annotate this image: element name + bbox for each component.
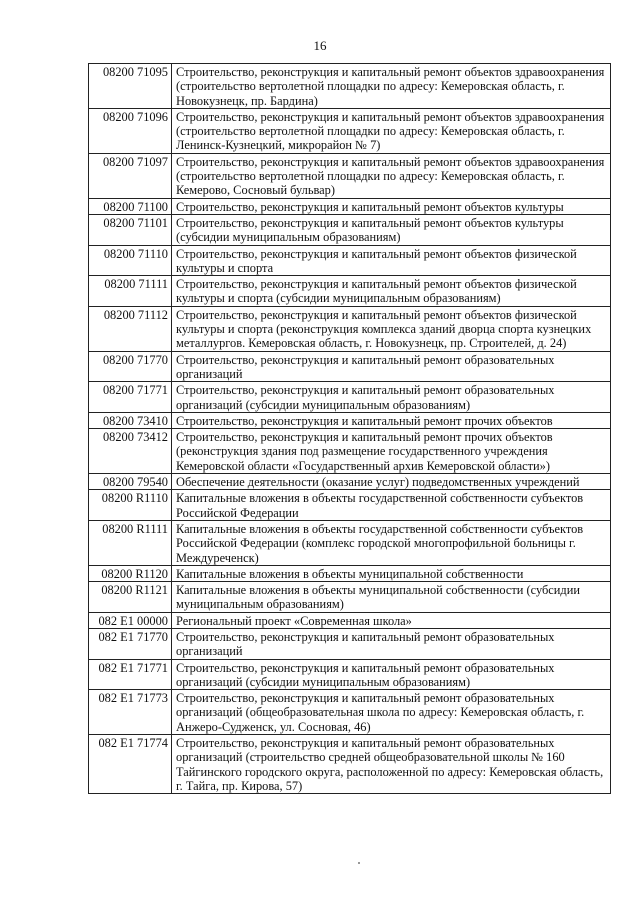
code-cell: 08200 R1121: [89, 582, 172, 613]
description-cell: Строительство, реконструкция и капитальный ремонт образовательных организаций: [172, 351, 611, 382]
description-cell: Капитальные вложения в объекты государственной собственности субъектов Российской Федерации: [172, 490, 611, 521]
code-cell: 08200 71096: [89, 108, 172, 153]
description-cell: Строительство, реконструкция и капитальный ремонт объектов физической культуры и спорта: [172, 245, 611, 276]
code-cell: 08200 71110: [89, 245, 172, 276]
code-cell: 082 E1 71774: [89, 735, 172, 794]
code-cell: 082 E1 71771: [89, 659, 172, 690]
table-row: [89, 276, 611, 307]
table-row: [89, 612, 611, 628]
table-row: [89, 565, 611, 581]
table-row: [89, 306, 611, 351]
code-cell: 08200 R1120: [89, 565, 172, 581]
table-row: [89, 659, 611, 690]
description-cell: Строительство, реконструкция и капитальный ремонт образовательных организаций (субсидии муниципальным образованиям): [172, 659, 611, 690]
code-cell: 08200 71097: [89, 153, 172, 198]
description-cell: Строительство, реконструкция и капитальный ремонт образовательных организаций (строительство средней общеобразовательной школы № 160 Тайгинского городского округа, расположенной по адресу: Кемеровская область, г. Тайга, пр. Кирова, 57): [172, 735, 611, 794]
code-cell: 08200 79540: [89, 474, 172, 490]
table-row: [89, 64, 611, 109]
description-cell: Строительство, реконструкция и капитальный ремонт объектов физической культуры и спорта (реконструкция комплекса зданий дворца спорта кузнецких металлургов. Кемеровская область, г. Новокузнецк, пр. Строителей, д. 24): [172, 306, 611, 351]
code-cell: 08200 R1110: [89, 490, 172, 521]
description-cell: Строительство, реконструкция и капитальный ремонт объектов здравоохранения (строительство вертолетной площадки по адресу: Кемеровская область, г. Ленинск-Кузнецкий, микрорайон № 7): [172, 108, 611, 153]
table-row: [89, 429, 611, 474]
code-cell: 08200 73412: [89, 429, 172, 474]
description-cell: Строительство, реконструкция и капитальный ремонт образовательных организаций: [172, 628, 611, 659]
description-cell: Строительство, реконструкция и капитальный ремонт объектов культуры (субсидии муниципальным образованиям): [172, 214, 611, 245]
description-cell: Строительство, реконструкция и капитальный ремонт объектов здравоохранения (строительство вертолетной площадки по адресу: Кемеровская область, г. Кемерово, Сосновый бульвар): [172, 153, 611, 198]
code-cell: 08200 71112: [89, 306, 172, 351]
description-cell: Капитальные вложения в объекты муниципальной собственности: [172, 565, 611, 581]
scan-speck: [358, 862, 360, 864]
code-cell: 08200 71100: [89, 198, 172, 214]
description-cell: Строительство, реконструкция и капитальный ремонт образовательных организаций (общеобразовательная школа по адресу: Кемеровская область, г. Анжеро-Судженск, ул. Сосновая, 46): [172, 690, 611, 735]
description-cell: Капитальные вложения в объекты муниципальной собственности (субсидии муниципальным образованиям): [172, 582, 611, 613]
table-row: [89, 490, 611, 521]
table-row: [89, 214, 611, 245]
code-cell: 082 E1 71770: [89, 628, 172, 659]
table-row: [89, 520, 611, 565]
table-row: [89, 474, 611, 490]
table-row: [89, 735, 611, 794]
code-cell: 08200 73410: [89, 412, 172, 428]
table-row: [89, 245, 611, 276]
table-row: [89, 153, 611, 198]
code-cell: 08200 71095: [89, 64, 172, 109]
description-cell: Строительство, реконструкция и капитальный ремонт объектов культуры: [172, 198, 611, 214]
code-cell: 08200 71111: [89, 276, 172, 307]
code-cell: 08200 71771: [89, 382, 172, 413]
description-cell: Строительство, реконструкция и капитальный ремонт прочих объектов (реконструкция здания под размещение государственного учреждения Кемеровской области «Государственный архив Кемеровской области»): [172, 429, 611, 474]
table-row: [89, 382, 611, 413]
description-cell: Строительство, реконструкция и капитальный ремонт образовательных организаций (субсидии муниципальным образованиям): [172, 382, 611, 413]
description-cell: Строительство, реконструкция и капитальный ремонт объектов здравоохранения (строительство вертолетной площадки по адресу: Кемеровская область, г. Новокузнецк, пр. Бардина): [172, 64, 611, 109]
description-cell: Строительство, реконструкция и капитальный ремонт прочих объектов: [172, 412, 611, 428]
table-row: [89, 582, 611, 613]
code-cell: 082 E1 00000: [89, 612, 172, 628]
description-cell: Капитальные вложения в объекты государственной собственности субъектов Российской Федерации (комплекс городской многопрофильной больницы г. Междуреченск): [172, 520, 611, 565]
table-row: [89, 351, 611, 382]
table-row: [89, 412, 611, 428]
code-cell: 08200 71101: [89, 214, 172, 245]
table-row: [89, 690, 611, 735]
budget-code-table: [88, 63, 611, 794]
code-cell: 08200 71770: [89, 351, 172, 382]
table-row: [89, 628, 611, 659]
table-row: [89, 108, 611, 153]
page-number: 16: [313, 38, 327, 53]
description-cell: Строительство, реконструкция и капитальный ремонт объектов физической культуры и спорта (субсидии муниципальным образованиям): [172, 276, 611, 307]
table-row: [89, 198, 611, 214]
description-cell: Региональный проект «Современная школа»: [172, 612, 611, 628]
code-cell: 082 E1 71773: [89, 690, 172, 735]
description-cell: Обеспечение деятельности (оказание услуг) подведомственных учреждений: [172, 474, 611, 490]
code-cell: 08200 R1111: [89, 520, 172, 565]
